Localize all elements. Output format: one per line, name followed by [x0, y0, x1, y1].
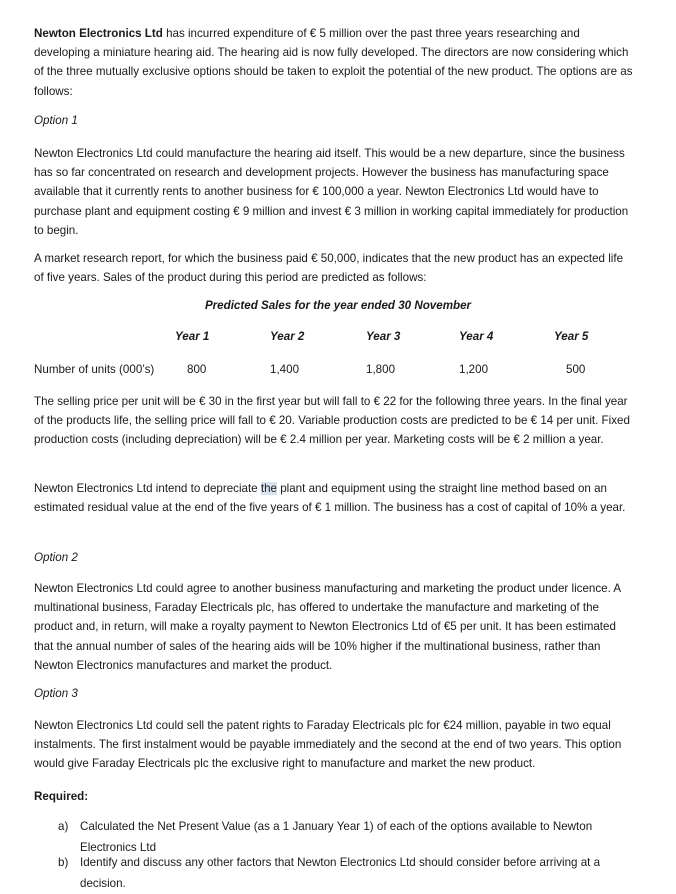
units-value: 1,400	[270, 363, 300, 376]
year-header: Year 1	[175, 330, 210, 343]
option2-paragraph: Newton Electronics Ltd could agree to another business manufacturing and marketing the product under licence. A multinational business, Faraday Electricals plc, has offered to undertake the manufacture and marketing of the product and, in return, will make a royalty payment to Newton Electronics Ltd of €5 per unit. It has been estimated that the annual number of sales of the hearing aids will be 10% higher if the multinational business, rather than Newton Electronics manufactures and market the product.	[34, 582, 621, 672]
list-marker: b)	[58, 856, 69, 869]
required-heading: Required:	[34, 790, 89, 803]
option3-heading: Option 3	[34, 687, 78, 700]
units-value: 800	[187, 363, 207, 376]
year-header: Year 5	[554, 330, 589, 343]
option1-paragraph-4	[34, 479, 634, 517]
highlighted-word: the	[260, 482, 277, 495]
units-value: 500	[566, 363, 586, 376]
sales-table-title: Predicted Sales for the year ended 30 November	[204, 299, 472, 312]
para4-end: plant and equipment using the straight line method based on an estimated residual value at the end of the five years of € 1 million. The business has a cost of capital of 10% a year.	[34, 482, 626, 515]
units-value: 1,200	[459, 363, 489, 376]
option1-paragraph-2: A market research report, for which the business paid € 50,000, indicates that the new product has an expected life of five years. Sales of the product during this period are predicted as follows:	[34, 252, 624, 285]
intro-paragraph	[34, 24, 634, 101]
year-header: Year 3	[366, 330, 401, 343]
option2-heading: Option 2	[34, 551, 78, 564]
units-row-label: Number of units (000’s)	[34, 363, 155, 376]
units-value: 1,800	[366, 363, 396, 376]
option1-paragraph-3: The selling price per unit will be € 30 in the first year but will fall to € 22 for the following three years. In the final year of the products life, the selling price will fall to € 20. Variable production costs are predicted to be € 14 per unit. Fixed production costs (including depreciation) will be € 2.4 million per year. Marketing costs will be € 2 million a year.	[34, 395, 630, 447]
intro-text: has incurred expenditure of € 5 million over the past three years researching and developing a miniature hearing aid. The hearing aid is now fully developed. The directors are now considering which of the three mutually exclusive options should be taken to exploit the potential of the new product. The options are as follows:	[34, 27, 633, 98]
year-header: Year 4	[459, 330, 494, 343]
company-name: Newton Electronics Ltd	[34, 27, 163, 40]
para4-start: Newton Electronics Ltd intend to depreciate	[34, 482, 261, 495]
list-marker: a)	[58, 820, 69, 833]
required-item-text: Identify and discuss any other factors that Newton Electronics Ltd should consider before arriving at a decision.	[80, 856, 601, 890]
required-item-text: Calculated the Net Present Value (as a 1 January Year 1) of each of the options available to Newton Electronics Ltd	[80, 820, 593, 854]
year-header: Year 2	[270, 330, 305, 343]
option3-paragraph: Newton Electronics Ltd could sell the patent rights to Faraday Electricals plc for €24 million, payable in two equal instalments. The first instalment would be payable immediately and the second at the end of two years. This option would give Faraday Electricals plc the exclusive right to manufacture and market the new product.	[34, 719, 622, 771]
option1-paragraph-1: Newton Electronics Ltd could manufacture the hearing aid itself. This would be a new departure, since the business has so far concentrated on research and development projects. However the business has manufacturing space available that it currently rents to another business for € 100,000 a year. Newton Electronics Ltd would have to purchase plant and equipment costing € 9 million and invest € 3 million in working capital immediately for production to begin.	[34, 147, 629, 237]
option1-heading: Option 1	[34, 114, 78, 127]
